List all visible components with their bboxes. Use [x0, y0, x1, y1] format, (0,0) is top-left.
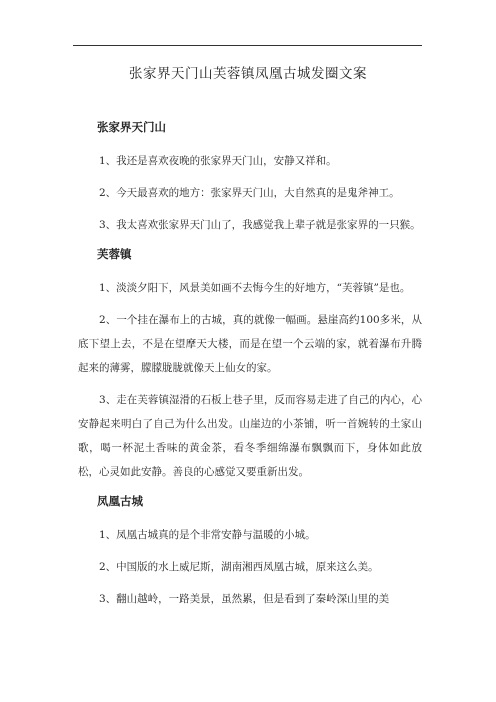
- paragraph: 1、淡淡夕阳下，风景美如画不去悔今生的好地方，“芙蓉镇”是也。: [99, 282, 411, 294]
- section-fenghuang: [98, 492, 428, 611]
- paragraph: 3、翻山越岭，一路美景，虽然累，但是看到了秦岭深山里的美: [99, 593, 390, 605]
- section-tianmenshan: [98, 118, 428, 237]
- paragraph: 2、今天最喜欢的地方：张家界天门山，大自然真的是鬼斧神工。: [99, 187, 400, 199]
- paragraph: 2、中国版的水上威尼斯，湖南湘西凤凰古城，原来这么美。: [99, 561, 379, 573]
- paragraph: 3、我太喜欢张家界天门山了，我感觉我上辈子就是张家界的一只猴。: [99, 219, 421, 231]
- paragraph: 3、走在芙蓉镇湿滑的石板上巷子里，反而容易走进了自己的内心，心安静起来明白了自己为什么出发。山崖边的小茶铺，听一首婉转的土家山歌，喝一杯泥土香味的黄金茶，看冬季细绵瀑布飘飘而下，身体如此放松，心灵如此安静。善良的心感觉又要重新出发。: [78, 394, 422, 478]
- section-heading: 张家界天门山: [97, 120, 166, 134]
- section-heading: 凤凰古城: [97, 494, 143, 508]
- paragraph: 1、凤凰古城真的是个非常安静与温暖的小城。: [99, 529, 316, 541]
- document-body: [78, 118, 428, 619]
- section-furongzhen: [78, 245, 428, 484]
- paragraph: 2、一个挂在瀑布上的古城，真的就像一幅画。悬崖高约100多米，从底下望上去，不是在望摩天大楼，而是在望一个云端的家，就着瀑布升腾起来的薄雾，朦朦胧胧就像天上仙女的家。: [78, 314, 422, 374]
- section-heading: 芙蓉镇: [97, 247, 132, 261]
- header-rule: [73, 45, 422, 46]
- paragraph: 1、我还是喜欢夜晚的张家界天门山，安静又祥和。: [99, 155, 337, 167]
- document-title: 张家界天门山芙蓉镇凤凰古城发圈文案: [129, 66, 367, 82]
